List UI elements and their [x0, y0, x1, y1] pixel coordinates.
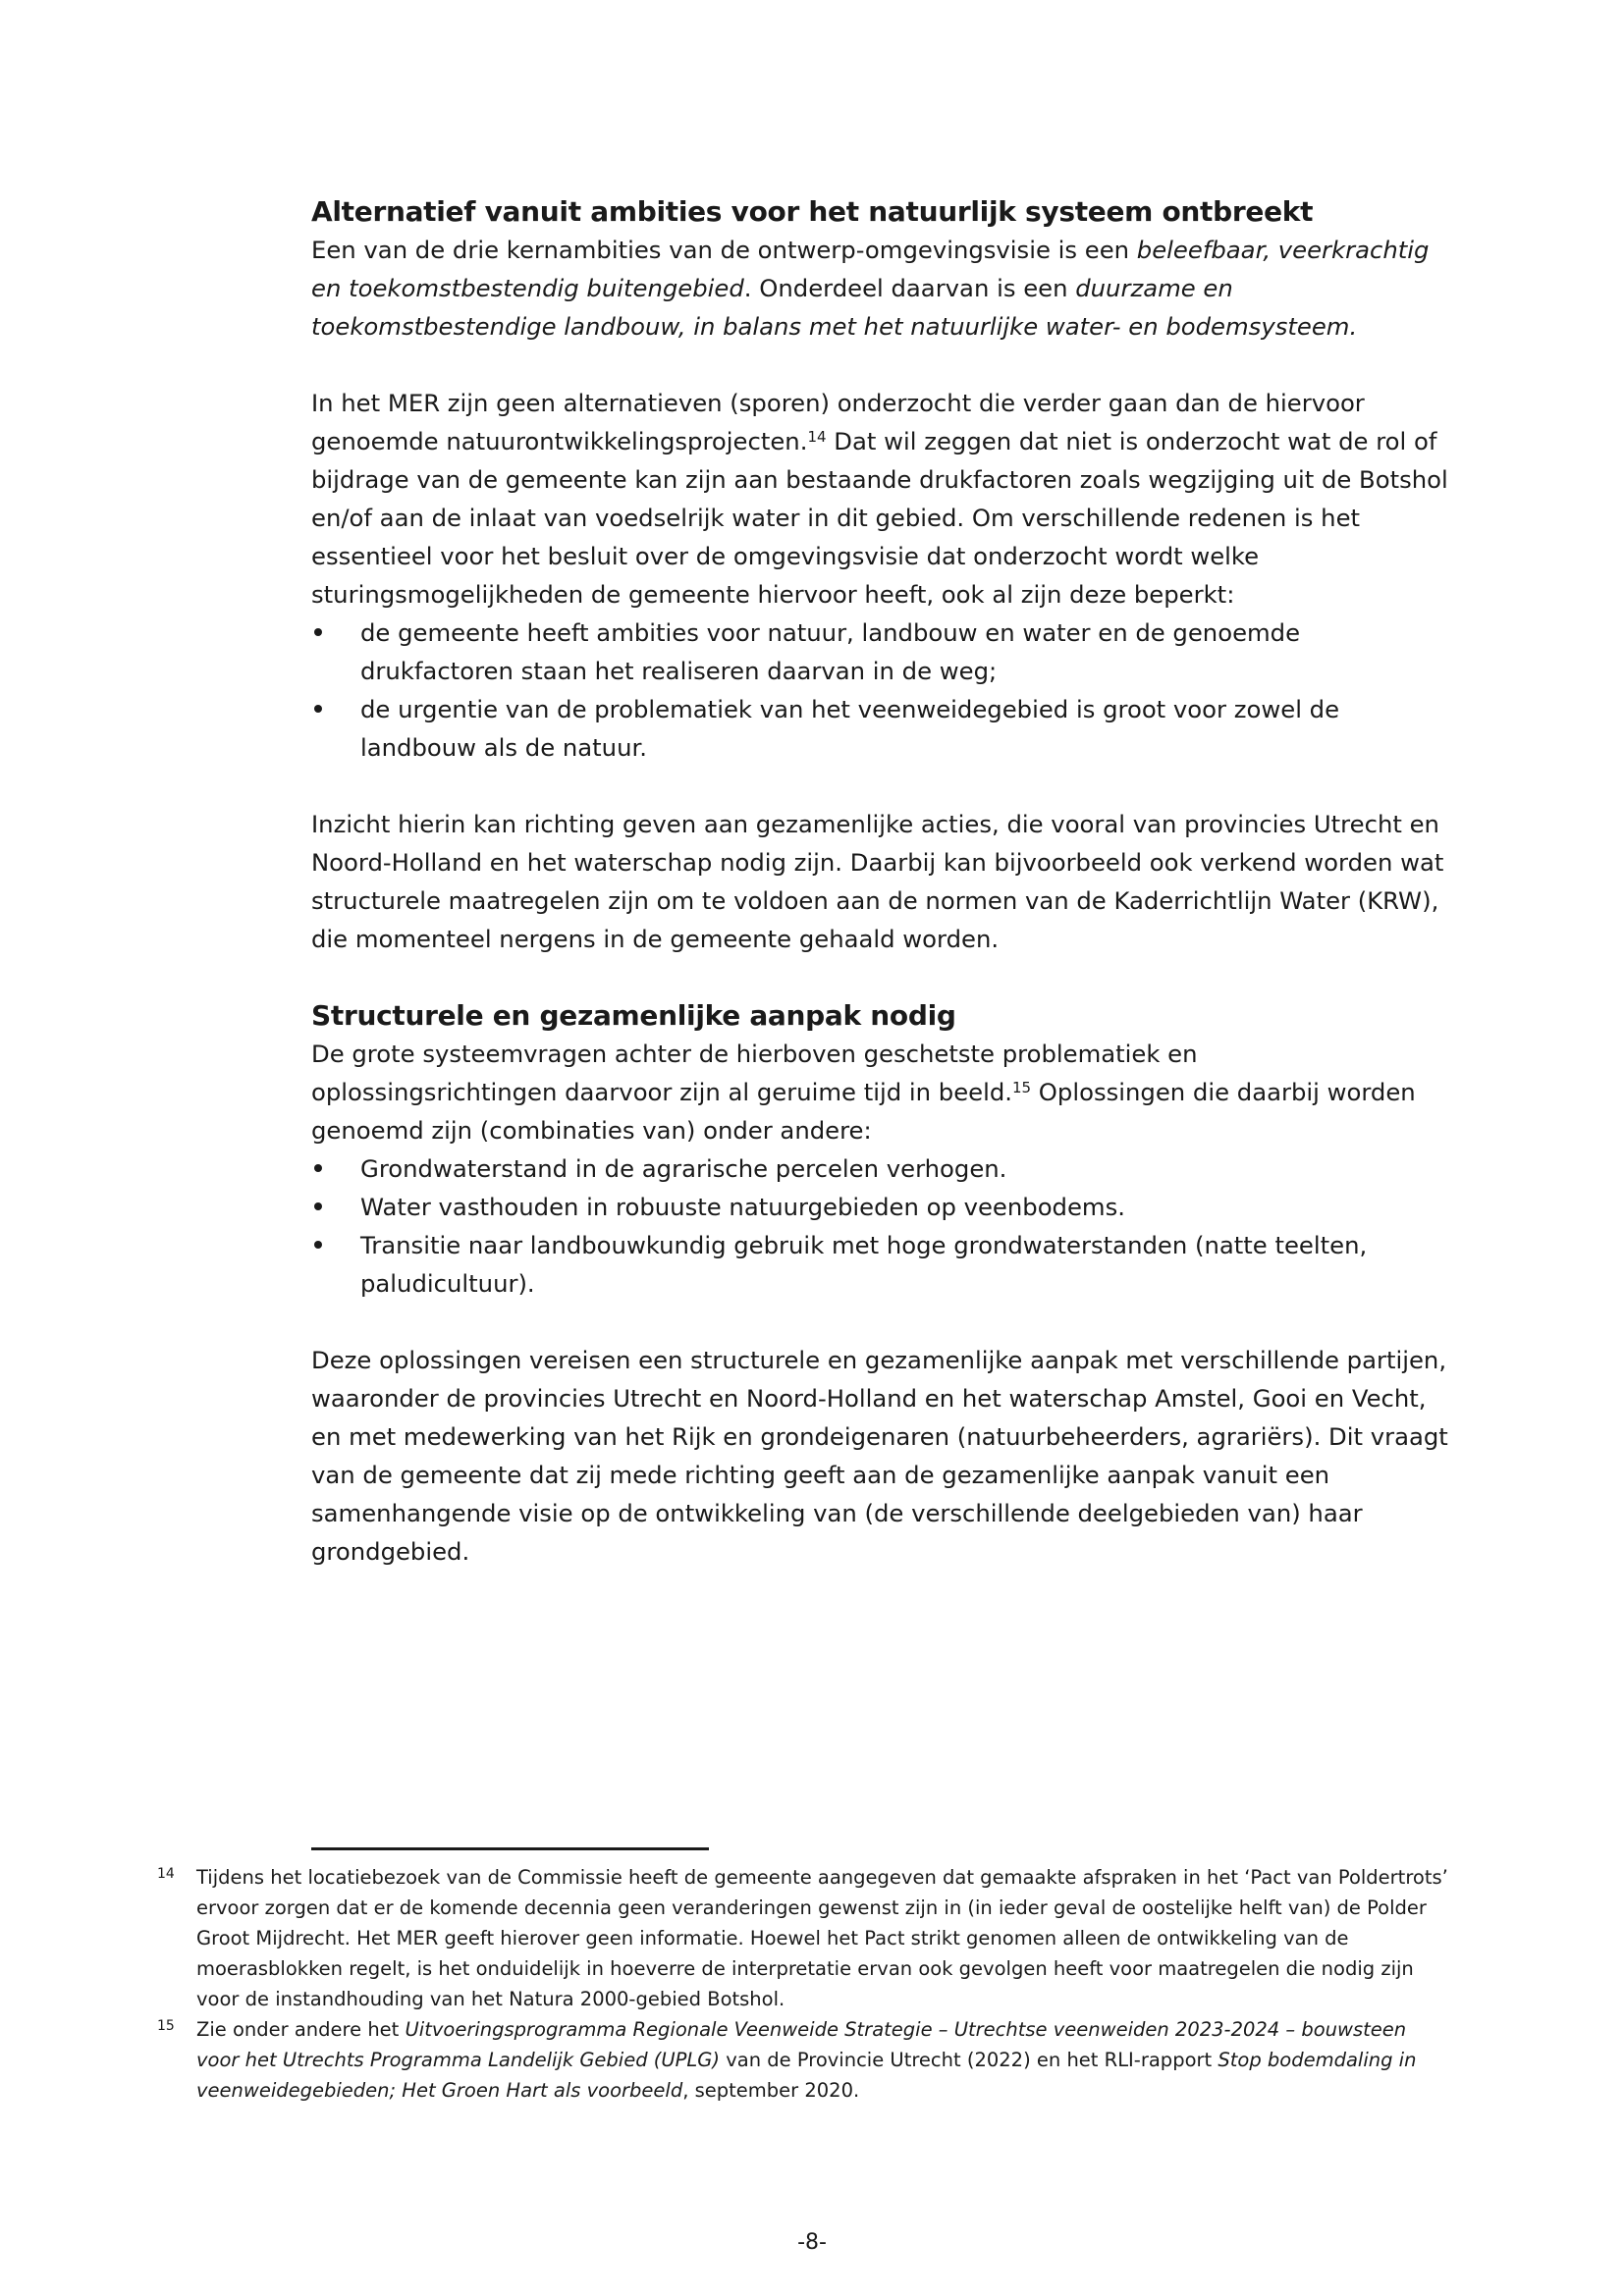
footnote-ref-15[interactable]: 15 — [1011, 1079, 1032, 1096]
bullet-list-reasons — [311, 614, 1450, 767]
footnote-number: 15 — [157, 2018, 175, 2034]
list-item: de urgentie van de problematiek van het veenweidegebied is groot voor zowel de landbouw als de natuur. — [360, 695, 1340, 762]
footnote-15: 15 Zie onder andere het Uitvoeringsprogramma Regionale Veenweide Strategie – Utrechtse veenweiden 2023-2024 – bouwsteen voor het Utrechts Programma Landelijk Gebied (UPLG) van de Provincie Utrecht (2022) en het RLI-rapport Stop bodemdaling in veenweidegebieden; Het Groen Hart als voorbeeld, september 2020. — [157, 2014, 1453, 2106]
paragraph-kernambities: Een van de drie kernambities van de ontwerp-omgevingsvisie is een beleefbaar, veerkrachtig en toekomstbestendig buitengebied. Onderdeel daarvan is een duurzame en toekomstbestendige landbouw, in balans met het natuurlijke water- en bodemsysteem. — [311, 236, 1430, 341]
section-heading-alternative: Alternatief vanuit ambities voor het natuurlijk systeem ontbreekt — [311, 195, 1314, 228]
paragraph-inzicht: Inzicht hierin kan richting geven aan gezamenlijke acties, die vooral van provincies Utrecht en Noord-Holland en het waterschap nodig zijn. Daarbij kan bijvoorbeeld ook verkend worden wat structurele maatregelen zijn om te voldoen aan de normen van de Kaderrichtlijn Water (KRW), die momenteel nergens in de gemeente gehaald worden. — [311, 810, 1444, 953]
page-number: -8- — [797, 2230, 827, 2255]
footnote-number: 14 — [157, 1866, 175, 1882]
italic-phrase: duurzame en toekomstbestendige landbouw, in balans met het natuurlijke water- en bodemsysteem. — [311, 274, 1358, 341]
bullet-list-solutions — [311, 1149, 1450, 1303]
main-content — [311, 192, 1450, 1571]
list-item: Water vasthouden in robuuste natuurgebieden op veenbodems. — [360, 1193, 1125, 1221]
footnotes — [157, 1862, 1453, 2106]
paragraph-mer: In het MER zijn geen alternatieven (sporen) onderzocht die verder gaan dan de hiervoor genoemde natuurontwikkelingsprojecten.$^{14}$ Dat wil zeggen dat niet is onderzocht wat de rol of bijdrage van de gemeente kan zijn aan bestaande drukfactoren zoals wegzijging uit de Botshol en/of aan de inlaat van voedselrijk water in dit gebied. Om verschillende redenen is het essentieel voor het besluit over de omgevingsvisie dat onderzocht wordt welke sturingsmogelijkheden de gemeente hiervoor heeft, ook al zijn deze beperkt: — [311, 389, 1448, 609]
list-item: de gemeente heeft ambities voor natuur, landbouw en water en de genoemde drukfactoren staan het realiseren daarvan in de weg; — [360, 618, 1301, 685]
list-item: Transitie naar landbouwkundig gebruik met hoge grondwaterstanden (natte teelten, paludicultuur). — [360, 1231, 1368, 1298]
paragraph-oplossingen: Deze oplossingen vereisen een structurele en gezamenlijke aanpak met verschillende partijen, waaronder de provincies Utrecht en Noord-Holland en het waterschap Amstel, Gooi en Vecht, en met medewerking van het Rijk en grondeigenaren (natuurbeheerders, agrariërs). Dit vraagt van de gemeente dat zij mede richting geeft aan de gezamenlijke aanpak vanuit een samenhangende visie op de ontwikkeling van (de verschillende deelgebieden van) haar grondgebied. — [311, 1346, 1448, 1566]
list-item: Grondwaterstand in de agrarische percelen verhogen. — [360, 1154, 1007, 1183]
footnote-separator — [311, 1847, 709, 1850]
footnote-text: Tijdens het locatiebezoek van de Commissie heeft de gemeente aangegeven dat gemaakte afspraken in het ‘Pact van Poldertrots’ ervoor zorgen dat er de komende decennia geen veranderingen gewenst zijn in (in ieder geval de oostelijke helft van) de Polder Groot Mijdrecht. Het MER geeft hierover geen informatie. Hoewel het Pact strikt genomen alleen de ontwikkeling van de moerasblokken regelt, is het onduidelijk in hoeverre de interpretatie ervan ook gevolgen heeft voor maatregelen die nodig zijn voor de instandhouding van het Natura 2000-gebied Botshol. — [196, 1866, 1448, 2010]
footnote-ref-14[interactable]: 14 — [807, 428, 827, 446]
footnote-14 — [157, 1862, 1453, 2014]
italic-phrase: beleefbaar, veerkrachtig en toekomstbestendig buitengebied — [311, 236, 1430, 302]
section-heading-aanpak: Structurele en gezamenlijke aanpak nodig — [311, 999, 956, 1032]
paragraph-systeemvragen: De grote systeemvragen achter de hierboven geschetste problematiek en oplossingsrichtingen daarvoor zijn al geruime tijd in beeld.$^{15}$ Oplossingen die daarbij worden genoemd zijn (combinaties van) onder andere: — [311, 1040, 1416, 1145]
